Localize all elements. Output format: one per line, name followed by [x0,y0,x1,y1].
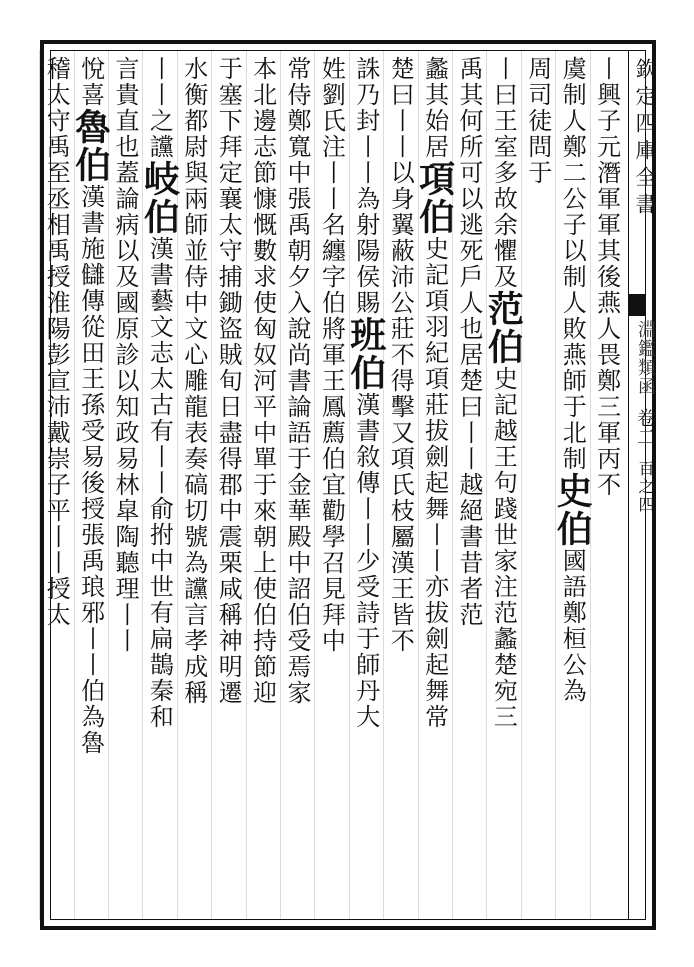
text-column [314,56,348,912]
text-column [452,56,486,912]
text-column [138,56,181,912]
column-text: 蠡其始居 [420,56,449,160]
text-column [383,56,417,912]
column-text: 蓋論病以及國原診以知政易林皐陶聽理丨丨 [111,160,139,654]
margin-page-number: 百之四 [636,460,655,514]
column-text: 言貴直也 [111,56,139,160]
column-rule [142,50,143,920]
column-text: 虞制人鄭二公子以制人敗燕師于北制 [558,56,587,472]
column-text: 丨興子元潛軍軍其後燕人畏鄭三軍丙不 [592,56,621,498]
column-text: 楚曰丨丨 [386,56,415,160]
fish-tail-mark [629,294,646,316]
column-text: 國語鄭桓公為 [558,548,587,704]
column-text: 漢書敘傳丨丨少受詩于師丹大 [351,392,380,730]
column-rule [74,50,75,920]
text-column [69,56,112,912]
column-text: 以身翼蔽沛公莊不得擊又項氏枝屬漢王皆不 [386,160,415,654]
entry-heading: 項伯 [413,160,456,236]
entry-heading: 岐伯 [138,160,181,236]
column-text: 水衡都尉與兩師並侍中文心雕龍表奏碻切號為讜言孝成稱 [179,56,208,706]
text-column [344,56,387,912]
column-rule [418,50,419,920]
column-text: 戶人也居楚曰丨丨越絕書昔者范 [455,264,483,628]
column-text: 常侍鄭寬中張禹朝夕入說尚書論語于金華殿中詔伯受焉家 [283,56,311,706]
column-rule [555,50,556,920]
column-rule [521,50,522,920]
text-column [39,56,73,912]
column-text: 誅乃封丨丨為射陽侯賜 [351,56,380,316]
column-text: 漢書藝文志太古有丨丨俞拊中世有扁鵲秦和 [145,236,174,730]
text-column [551,56,594,912]
text-column [590,56,624,912]
column-text: 漢書施讎傳從田王孫受易後授張禹琅邪丨丨伯為魯 [76,184,105,756]
entry-heading: 范伯 [482,290,525,366]
column-rule [314,50,315,920]
column-text: 稽太守禹至丞相禹授淮陽彭宣沛戴崇子平丨丨授太 [42,56,71,628]
entry-heading: 史伯 [551,472,594,548]
column-text: 史記項羽紀項莊拔劍起舞丨丨亦拔劍起舞常 [420,236,449,730]
column-text: 本北邊志節慷慨數求使匈奴河平中單于來朝上使伯持節迎 [248,56,277,706]
column-text: 周司徒問于 [523,56,552,186]
column-text: 史記越王句踐世家注范蠡楚宛三 [489,366,518,730]
column-text: 姓劉氏注丨丨名纏字伯 [317,56,346,316]
text-column [521,56,555,912]
text-column [482,56,525,912]
column-text: 丨曰王室多故余懼及 [489,56,518,290]
text-column [177,56,211,912]
text-column [246,56,280,912]
column-rule [246,50,247,920]
column-text: 禹其何所可以逃死 [455,56,483,264]
entry-heading: 班伯 [344,316,387,392]
text-column [211,56,245,912]
column-text: 悅喜 [76,56,105,108]
margin-book-title: 淵鑑類函 [635,320,656,396]
column-rule [280,50,281,920]
text-column [413,56,456,912]
column-text: 于塞下拜定襄太守捕鋤盜賊旬日盡得郡中震栗咸稱神明遷 [214,56,243,706]
column-rule [349,50,350,920]
column-rule [383,50,384,920]
column-rule [211,50,212,920]
column-rule [39,50,40,920]
column-text: 丨丨之讜 [145,56,174,160]
entry-heading: 魯伯 [69,108,112,184]
column-text: 將軍王鳳薦伯宜勸學召見拜中 [317,316,346,654]
margin-strip-divider [628,50,629,920]
margin-juan: 卷二 [634,408,656,446]
column-rule [486,50,487,920]
text-column [108,56,142,912]
margin-header: 欽定四庫全書 [633,58,657,220]
text-column [280,56,314,912]
